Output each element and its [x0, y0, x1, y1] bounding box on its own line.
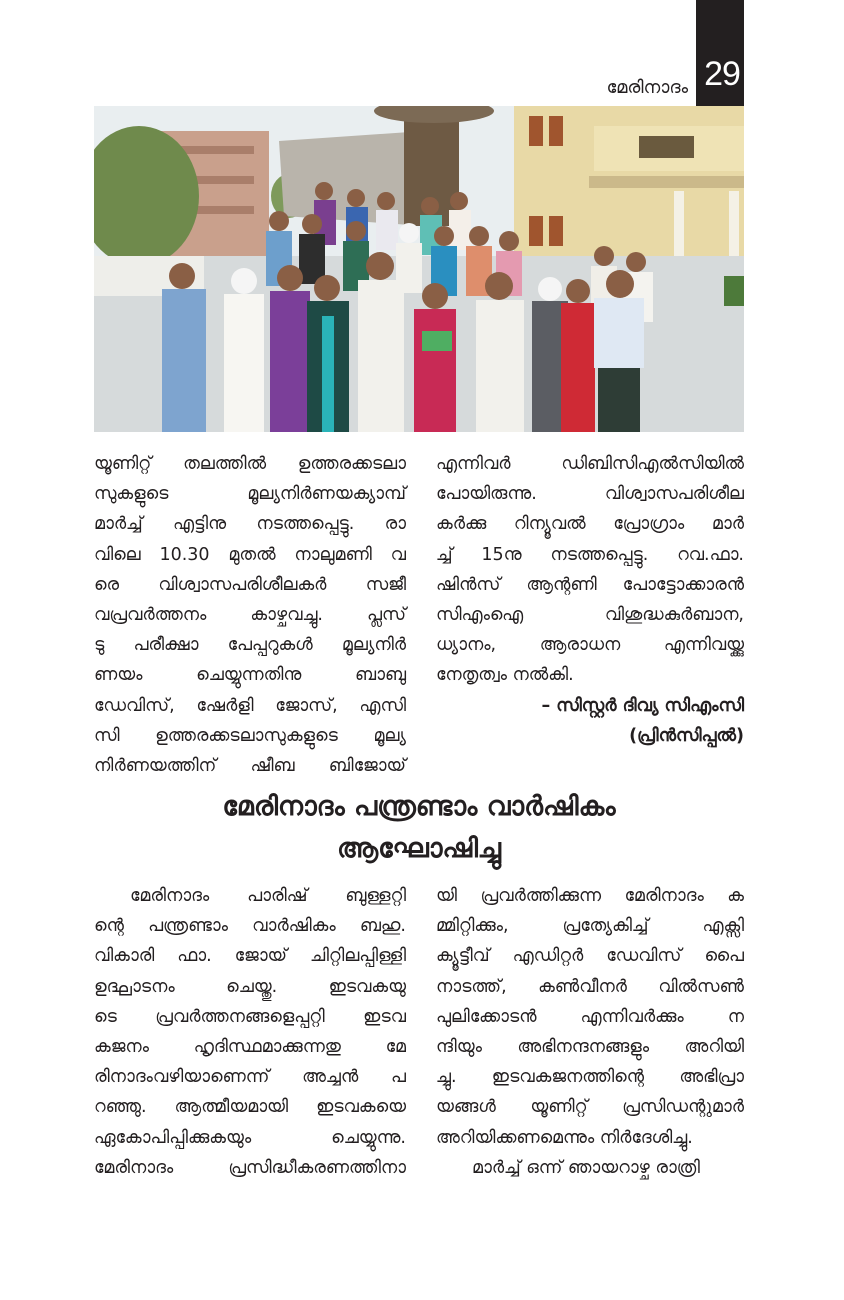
text-line: ധ്യാനം, ആരാധന എന്നിവയ്ക്കു [436, 635, 744, 656]
text-line: യൂണിറ്റ് തലത്തിൽ ഉത്തരക്കടലാ [94, 454, 406, 474]
text-line: കർക്കു റിന്യൂവൽ പ്രോഗ്രാം മാർ [436, 514, 744, 535]
text-line: ടു പരീക്ഷാ പേപ്പറുകൾ മൂല്യനിർ [94, 635, 406, 656]
text-line: യങ്ങൾ യൂണിറ്റ് പ്രസിഡന്റുമാർ [436, 1097, 744, 1118]
text-line: നാടത്ത്, കൺവീനർ വിൽസൺ [436, 976, 744, 997]
text-line: രിനാദംവഴിയാണെന്ന് അച്ചൻ പ [94, 1067, 406, 1088]
text-line: മ്മിറ്റിക്കും, പ്രത്യേകിച്ച് എക്സി [436, 916, 744, 937]
text-line: അറിയിക്കണമെന്നും നിർദേശിച്ചു. [436, 1127, 693, 1148]
text-line: യി പ്രവർത്തിക്കുന്ന മേരിനാദം ക [436, 886, 744, 906]
article2-column-left [94, 881, 406, 1183]
group-photo-illustration [94, 106, 744, 432]
text-line: വികാരി ഫാ. ജോയ് ചിറ്റിലപ്പിള്ളി [94, 946, 406, 967]
article1-column-left [94, 449, 406, 781]
text-line: ഏകോപിപ്പിക്കുകയും ചെയ്യുന്നു. [94, 1127, 406, 1148]
headline-line-1: മേരിനാദം പന്ത്രണ്ടാം വാർഷികം [222, 791, 616, 822]
text-line: റഞ്ഞു. ആത്മീയമായി ഇടവകയെ [94, 1097, 406, 1118]
text-line: മാർച്ച് ഒന്ന് ഞായറാഴ്ച രാത്രി [472, 1157, 700, 1178]
text-line: സുകളുടെ മൂല്യനിർണയക്യാമ്പ് [94, 484, 406, 505]
text-line: നിർണയത്തിന് ഷീബ ബിജോയ് [94, 756, 406, 777]
text-line: ക്യൂട്ടീവ് എഡിറ്റർ ഡേവിസ് പൈ [436, 946, 744, 967]
article1-column-right [436, 449, 744, 751]
text-line: ന്ദിയും അഭിനന്ദനങ്ങളും അറിയി [436, 1037, 744, 1058]
text-line: ണയം ചെയ്യുന്നതിനു ബാബു [94, 665, 406, 686]
text-line: പുലിക്കോടൻ എന്നിവർക്കും ന [436, 1006, 744, 1027]
signature-name: – സിസ്റ്റർ ദിവ്യ സിഎംസി [541, 695, 744, 716]
group-photo [94, 106, 744, 432]
text-line: ഷിൻസ് ആന്റണി പോട്ടോക്കാരൻ [436, 574, 744, 595]
text-line: കജനം ഹൃദിസ്ഥമാക്കുന്നതു മേ [94, 1037, 406, 1058]
text-line: ഡേവിസ്, ഷേർളി ജോസ്, എസി [94, 695, 406, 716]
text-line: ന്റെ പന്ത്രണ്ടാം വാർഷികം ബഹു. [94, 916, 406, 937]
text-line: ഉദ്ഘാടനം ചെയ്തു. ഇടവകയു [94, 976, 406, 997]
text-line: സി ഉത്തരക്കടലാസുകളുടെ മൂല്യ [94, 725, 406, 746]
text-line: മാർച്ച് എട്ടിനു നടത്തപ്പെട്ടു. രാ [94, 514, 406, 535]
text-line: നേതൃത്വം നൽകി. [436, 665, 574, 686]
text-line: മേരിനാദം പാരിഷ് ബുള്ളറ്റി [130, 886, 406, 906]
article2-headline [94, 786, 744, 870]
text-line: പോയിരുന്നു. വിശ്വാസപരിശീല [436, 484, 744, 505]
article2-column-right [436, 881, 744, 1183]
running-head-title: മേരിനാദം [606, 77, 688, 98]
signature-role: (പ്രിൻസിപ്പൽ) [629, 725, 744, 746]
text-line: ടെ പ്രവർത്തനങ്ങളെപ്പറ്റി ഇടവ [94, 1006, 406, 1027]
text-line: മേരിനാദം പ്രസിദ്ധീകരണത്തിനാ [94, 1157, 406, 1178]
text-line: എന്നിവർ ഡിബിസിഎൽസിയിൽ [436, 454, 744, 474]
text-line: വിലെ 10.30 മുതൽ നാലുമണി വ [94, 544, 406, 565]
text-line: സിഎംഐ വിശുദ്ധകുർബാന, [436, 605, 744, 626]
text-line: ച്ച് 15നു നടത്തപ്പെട്ടു. റവ.ഫാ. [436, 544, 744, 565]
headline-line-2: ആഘോഷിച്ചു [336, 833, 502, 864]
page-number: 29 [704, 55, 740, 93]
text-line: വപ്രവർത്തനം കാഴ്ചവച്ചു. പ്ലസ് [94, 605, 406, 626]
text-line: രെ വിശ്വാസപരിശീലകർ സജീ [94, 574, 406, 595]
text-line: ച്ചു. ഇടവകജനത്തിന്റെ അഭിപ്രാ [436, 1067, 744, 1088]
